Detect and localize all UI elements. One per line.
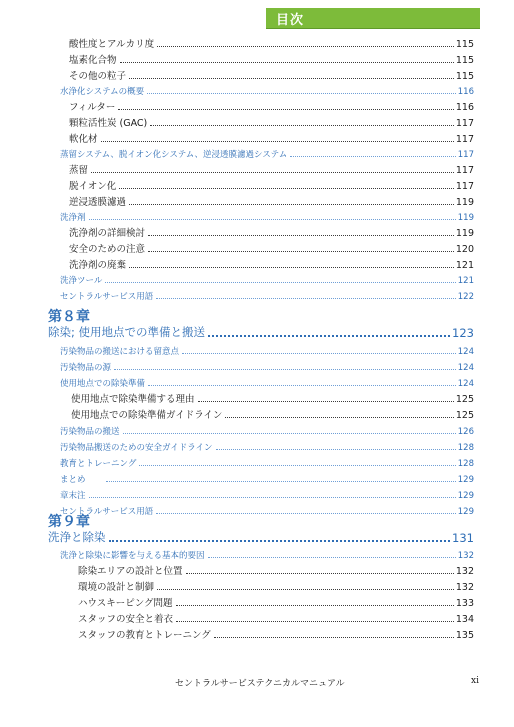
toc-entry-page: 117 [455,118,474,129]
toc-entry[interactable] [69,160,474,176]
toc-entry-page: 129 [457,475,474,485]
toc-entry-label: 使用地点での除染準備 [60,379,146,389]
dot-leader [123,433,456,434]
toc-entry-label: ハウスキーピング問題 [78,598,173,609]
toc-entry[interactable] [60,373,474,389]
toc-entry-page: 128 [457,443,474,453]
dot-leader [129,204,454,205]
dot-leader [148,235,454,236]
dot-leader [129,78,454,79]
toc-entry[interactable] [60,207,474,223]
toc-entry[interactable] [69,239,474,255]
dot-leader [157,589,454,590]
toc-entry-label: 軟化材 [69,134,98,145]
dot-leader [150,125,454,126]
toc-entry[interactable] [71,389,474,405]
toc-entry-label: 酸性度とアルカリ度 [69,39,155,50]
toc-entry-page: 133 [455,598,474,609]
dot-leader [148,385,456,386]
toc-entry[interactable] [60,437,474,453]
toc-entry[interactable] [60,144,474,160]
chapter-heading: 第９章 [48,514,90,530]
dot-leader [106,481,456,482]
dot-leader [156,298,456,299]
toc-entry-label: 汚染物品搬送のための安全ガイドライン [60,443,213,453]
chapter-heading: 第８章 [48,309,90,325]
dot-leader [119,188,454,189]
toc-entry-label: 汚染物品の搬送における留意点 [60,347,180,357]
toc-entry-label: その他の粒子 [69,71,127,82]
toc-entry-page: 117 [455,181,474,192]
toc-entry-label: 洗浄剤の詳細検討 [69,228,146,239]
toc-entry-label: まとめ [60,475,86,485]
toc-entry-label: 蒸留 [69,165,89,176]
toc-entry-label: 使用地点での除染準備ガイドライン [71,410,223,421]
toc-entry[interactable] [69,113,474,129]
dot-leader [89,219,456,220]
toc-entry[interactable] [69,34,474,50]
toc-entry-label: 蒸留システム、脱イオン化システム、逆浸透膜濾過システム [60,150,288,160]
toc-entry-label: 洗浄剤 [60,213,86,223]
dot-leader [157,46,454,47]
header-bar [266,8,480,29]
dot-leader [214,637,454,638]
toc-entry-page: 125 [455,410,474,421]
chapter-title: 洗浄と除染 [48,530,106,544]
dot-leader [208,335,450,337]
toc-entry[interactable] [69,192,474,208]
toc-entry-label: 塩素化合物 [69,55,117,66]
toc-entry-page: 121 [457,276,474,286]
dot-leader [182,353,456,354]
toc-entry-page: 115 [455,55,474,66]
toc-entry[interactable] [71,405,474,421]
dot-leader [114,369,456,370]
toc-entry[interactable] [60,81,474,97]
dot-leader [129,267,454,268]
chapter-page: 123 [452,326,474,340]
toc-entry-page: 134 [455,614,474,625]
dot-leader [120,62,454,63]
toc-entry-label: 汚染物品の搬送 [60,427,120,437]
dot-leader [208,557,456,558]
toc-entry-label: 汚染物品の源 [60,363,112,373]
toc-entry[interactable] [69,223,474,239]
dot-leader [176,621,454,622]
dot-leader [139,465,455,466]
toc-entry-page: 129 [457,491,474,501]
toc-entry-page: 126 [457,427,474,437]
toc-entry-page: 121 [455,260,474,271]
chapter-title-entry[interactable] [48,529,474,545]
toc-entry-page: 132 [455,582,474,593]
page-number: xi [471,676,479,686]
dot-leader [148,251,454,252]
toc-entry-label: 安全のための注意 [69,244,146,255]
toc-entry-page: 132 [457,551,474,561]
toc-entry-label: セントラルサービス用語 [60,292,154,302]
toc-entry[interactable] [69,176,474,192]
toc-entry-label: 顆粒活性炭 (GAC) [69,118,148,129]
toc-entry-label: 逆浸透膜濾過 [69,197,127,208]
toc-entry-page: 122 [457,292,474,302]
toc-entry-page: 115 [455,39,474,50]
toc-entry[interactable] [69,66,474,82]
toc-entry-page: 115 [455,71,474,82]
toc-header-title: 目次 [276,13,305,28]
dot-leader [198,401,454,402]
toc-entry[interactable] [78,593,474,609]
toc-entry-page: 135 [455,630,474,641]
dot-leader [147,93,456,94]
toc-entry-page: 119 [457,213,474,223]
dot-leader [176,605,454,606]
toc-entry-page: 132 [455,566,474,577]
toc-entry-page: 116 [457,87,474,97]
toc-entry-label: 洗浄と除染に影響を与える基本的要因 [60,551,205,561]
chapter-title-entry[interactable] [48,324,474,340]
dot-leader [109,540,451,542]
toc-entry-page: 116 [455,102,474,113]
dot-leader [118,109,453,110]
toc-entry-page: 117 [455,134,474,145]
toc-entry[interactable] [60,469,474,485]
dot-leader [89,497,456,498]
dot-leader [225,417,453,418]
toc-entry-label: 洗浄ツール [60,276,103,286]
dot-leader [105,282,455,283]
toc-entry[interactable] [78,577,474,593]
dot-leader [101,141,454,142]
toc-entry[interactable] [69,255,474,271]
toc-entry-label: 教育とトレーニング [60,459,137,469]
toc-entry-page: 117 [457,150,474,160]
toc-entry[interactable] [60,421,474,437]
toc-entry-page: 124 [457,347,474,357]
toc-entry[interactable] [60,286,474,302]
toc-entry-page: 124 [457,379,474,389]
toc-entry-label: セントラルサービス用語 [60,507,154,517]
dot-leader [91,172,454,173]
chapter-title: 除染; 使用地点での準備と搬送 [48,325,206,339]
toc-entry-label: 脱イオン化 [69,181,117,192]
toc-entry[interactable] [78,561,474,577]
toc-entry[interactable] [78,609,474,625]
toc-entry-label: スタッフの安全と着衣 [78,614,174,625]
toc-entry-label: 使用地点で除染準備する理由 [71,394,195,405]
toc-entry[interactable] [69,97,474,113]
toc-entry-page: 117 [455,165,474,176]
toc-entry[interactable] [69,129,474,145]
dot-leader [186,573,454,574]
toc-entry-label: 環境の設計と制御 [78,582,155,593]
toc-entry-page: 128 [457,459,474,469]
toc-entry[interactable] [60,545,474,561]
toc-entry[interactable] [60,453,474,469]
dot-leader [216,449,456,450]
toc-entry[interactable] [60,270,474,286]
toc-entry-page: 119 [455,228,474,239]
toc-entry-page: 120 [455,244,474,255]
dot-leader [156,513,456,514]
toc-entry[interactable] [60,485,474,501]
dot-leader [290,156,456,157]
toc-entry-label: 水浄化システムの概要 [60,87,145,97]
chapter-page: 131 [452,531,474,545]
toc-entry[interactable] [60,341,474,357]
toc-entry-label: スタッフの教育とトレーニング [78,630,211,641]
toc-entry-label: 章末注 [60,491,86,501]
toc-entry-label: 洗浄剤の廃棄 [69,260,127,271]
toc-entry-page: 129 [457,507,474,517]
toc-entry[interactable] [60,357,474,373]
footer-manual-title: セントラルサービステクニカルマニュアル [175,679,345,689]
toc-entry[interactable] [69,50,474,66]
toc-entry-page: 125 [455,394,474,405]
toc-entry-page: 119 [455,197,474,208]
toc-entry[interactable] [78,625,474,641]
toc-entry[interactable] [60,501,474,517]
toc-entry-label: 除染エリアの設計と位置 [78,566,183,577]
toc-entry-page: 124 [457,363,474,373]
toc-entry-label: フィルター [69,102,116,113]
